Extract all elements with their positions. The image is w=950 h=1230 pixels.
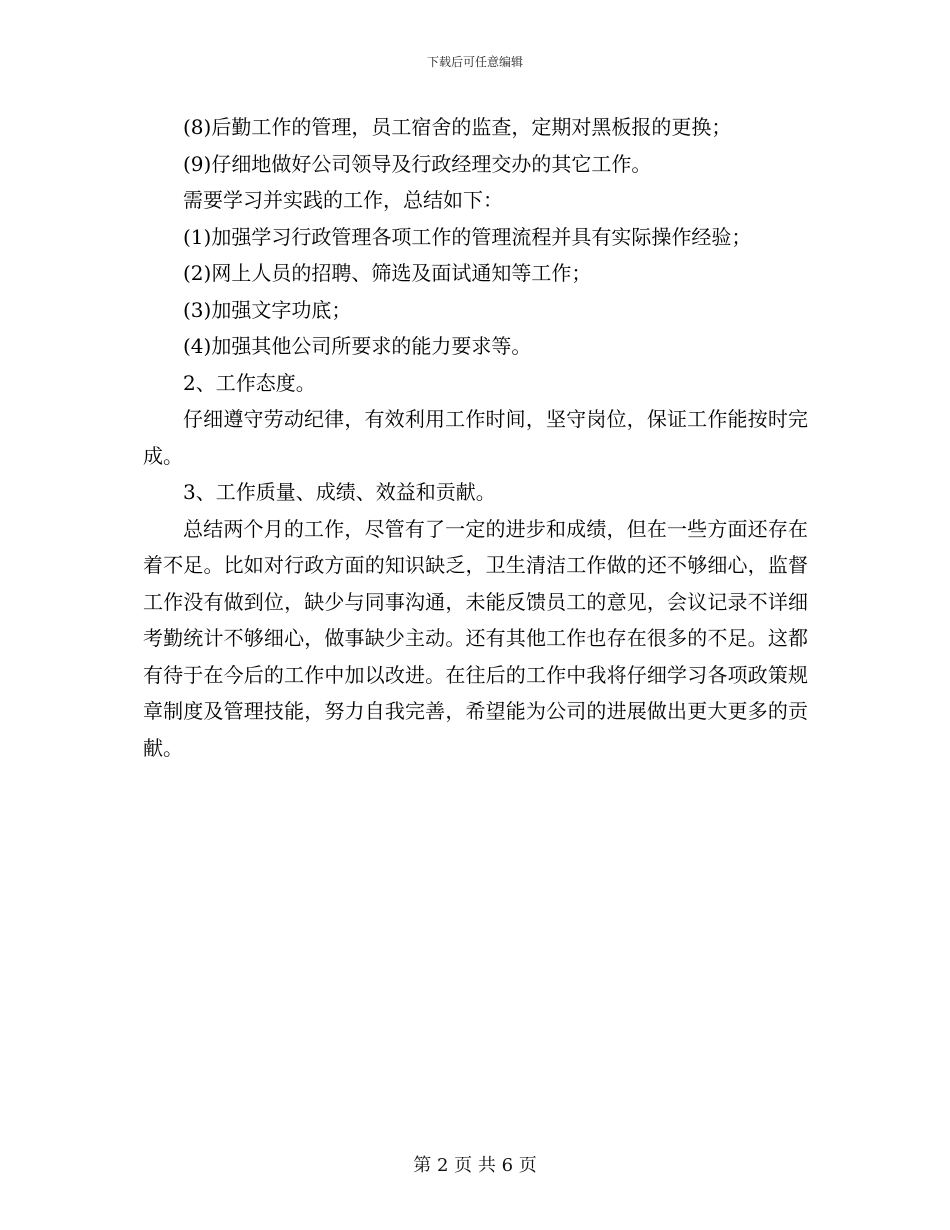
paragraph-summary: 总结两个月的工作，尽管有了一定的进步和成绩，但在一些方面还存在着不足。比如对行政方面的知识缺乏，卫生清洁工作做的还不够细心，监督工作没有做到位，缺少与同事沟通，未能反馈员工的意见，会议记录不详细考勤统计不够细心，做事缺少主动。还有其他工作也存在很多的不足。这都有待于在今后的工作中加以改进。在往后的工作中我将仔细学习各项政策规章制度及管理技能，努力自我完善，希望能为公司的进展做出更大更多的贡献。	[143, 516, 808, 760]
section-heading-attitude: 2、工作态度。	[183, 370, 316, 395]
paragraph-item-9: (9)仔细地做好公司领导及行政经理交办的其它工作。	[183, 151, 652, 176]
page-number: 第 2 页 共 6 页	[413, 1155, 537, 1176]
paragraph-learning-4: (4)加强其他公司所要求的能力要求等。	[183, 334, 532, 358]
section-heading-quality: 3、工作质量、成绩、效益和贡献。	[183, 480, 496, 504]
document-body	[143, 109, 808, 766]
paragraph-attitude: 仔细遵守劳动纪律，有效利用工作时间，坚守岗位，保证工作能按时完成。	[143, 407, 808, 468]
paragraph-learning-intro: 需要学习并实践的工作，总结如下：	[183, 188, 503, 212]
page-header: 下载后可任意编辑	[426, 55, 523, 69]
paragraph-learning-3: (3)加强文字功底；	[183, 297, 352, 322]
paragraph-learning-1: (1)加强学习行政管理各项工作的管理流程并具有实际操作经验；	[183, 224, 752, 249]
paragraph-item-8: (8)后勤工作的管理，员工宿舍的监查，定期对黑板报的更换；	[183, 115, 732, 139]
paragraph-learning-2: (2)网上人员的招聘、筛选及面试通知等工作；	[183, 261, 592, 285]
